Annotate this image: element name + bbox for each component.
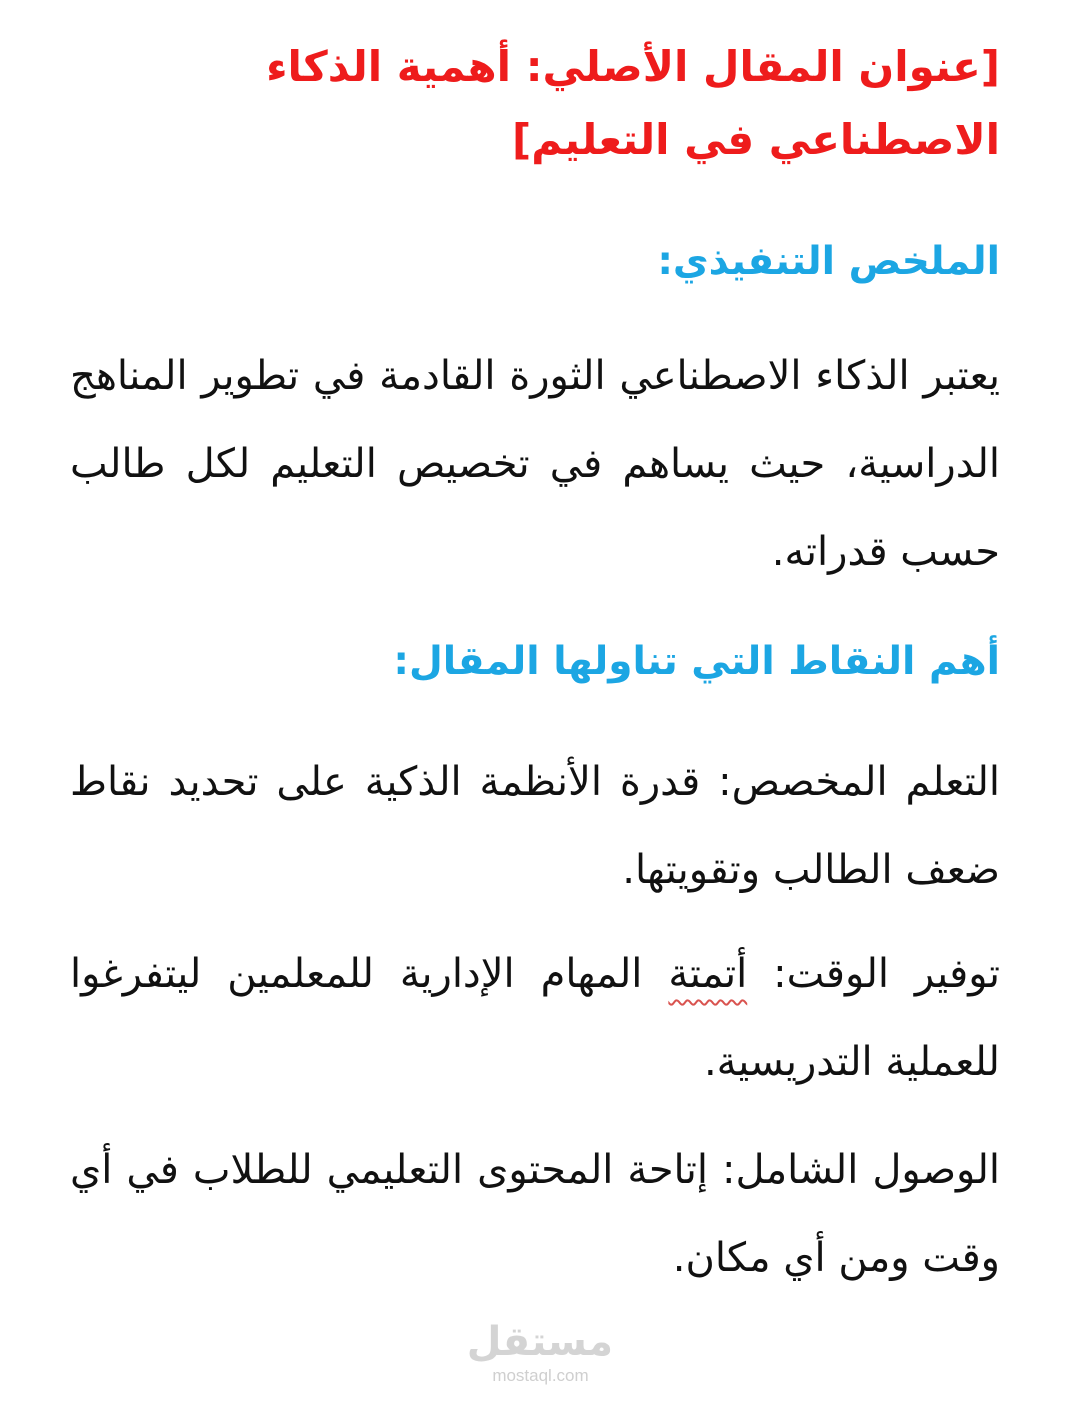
section-heading-key-points: أهم النقاط التي تناولها المقال: [393,639,1000,684]
mostaql-logo-text: مستقل [466,1319,613,1365]
mostaql-url: mostaql.com [492,1366,589,1385]
key-point-time-saving [70,930,1000,1106]
key-point-time-saving-suffix: المهام الإدارية للمعلمين ليتفرغوا للعملية التدريسية. [70,951,1000,1085]
section-heading-executive-summary: الملخص التنفيذي: [657,239,1000,284]
document-title: [عنوان المقال الأصلي: أهمية الذكاء الاصطناعي في التعليم] [266,42,1000,164]
key-point-universal-access: الوصول الشامل: إتاحة المحتوى التعليمي للطلاب في أي وقت ومن أي مكان. [70,1147,1000,1281]
mostaql-watermark [468,1318,613,1400]
executive-summary-paragraph: يعتبر الذكاء الاصطناعي الثورة القادمة في تطوير المناهج الدراسية، حيث يساهم في تخصيص التعليم لكل طالب حسب قدراته. [70,353,1000,575]
key-point-time-saving-prefix: توفير الوقت: [747,951,1000,997]
spellcheck-flagged-word[interactable]: أتمتة [668,951,748,997]
key-point-personalized-learning: التعلم المخصص: قدرة الأنظمة الذكية على تحديد نقاط ضعف الطالب وتقويتها. [70,759,1000,893]
